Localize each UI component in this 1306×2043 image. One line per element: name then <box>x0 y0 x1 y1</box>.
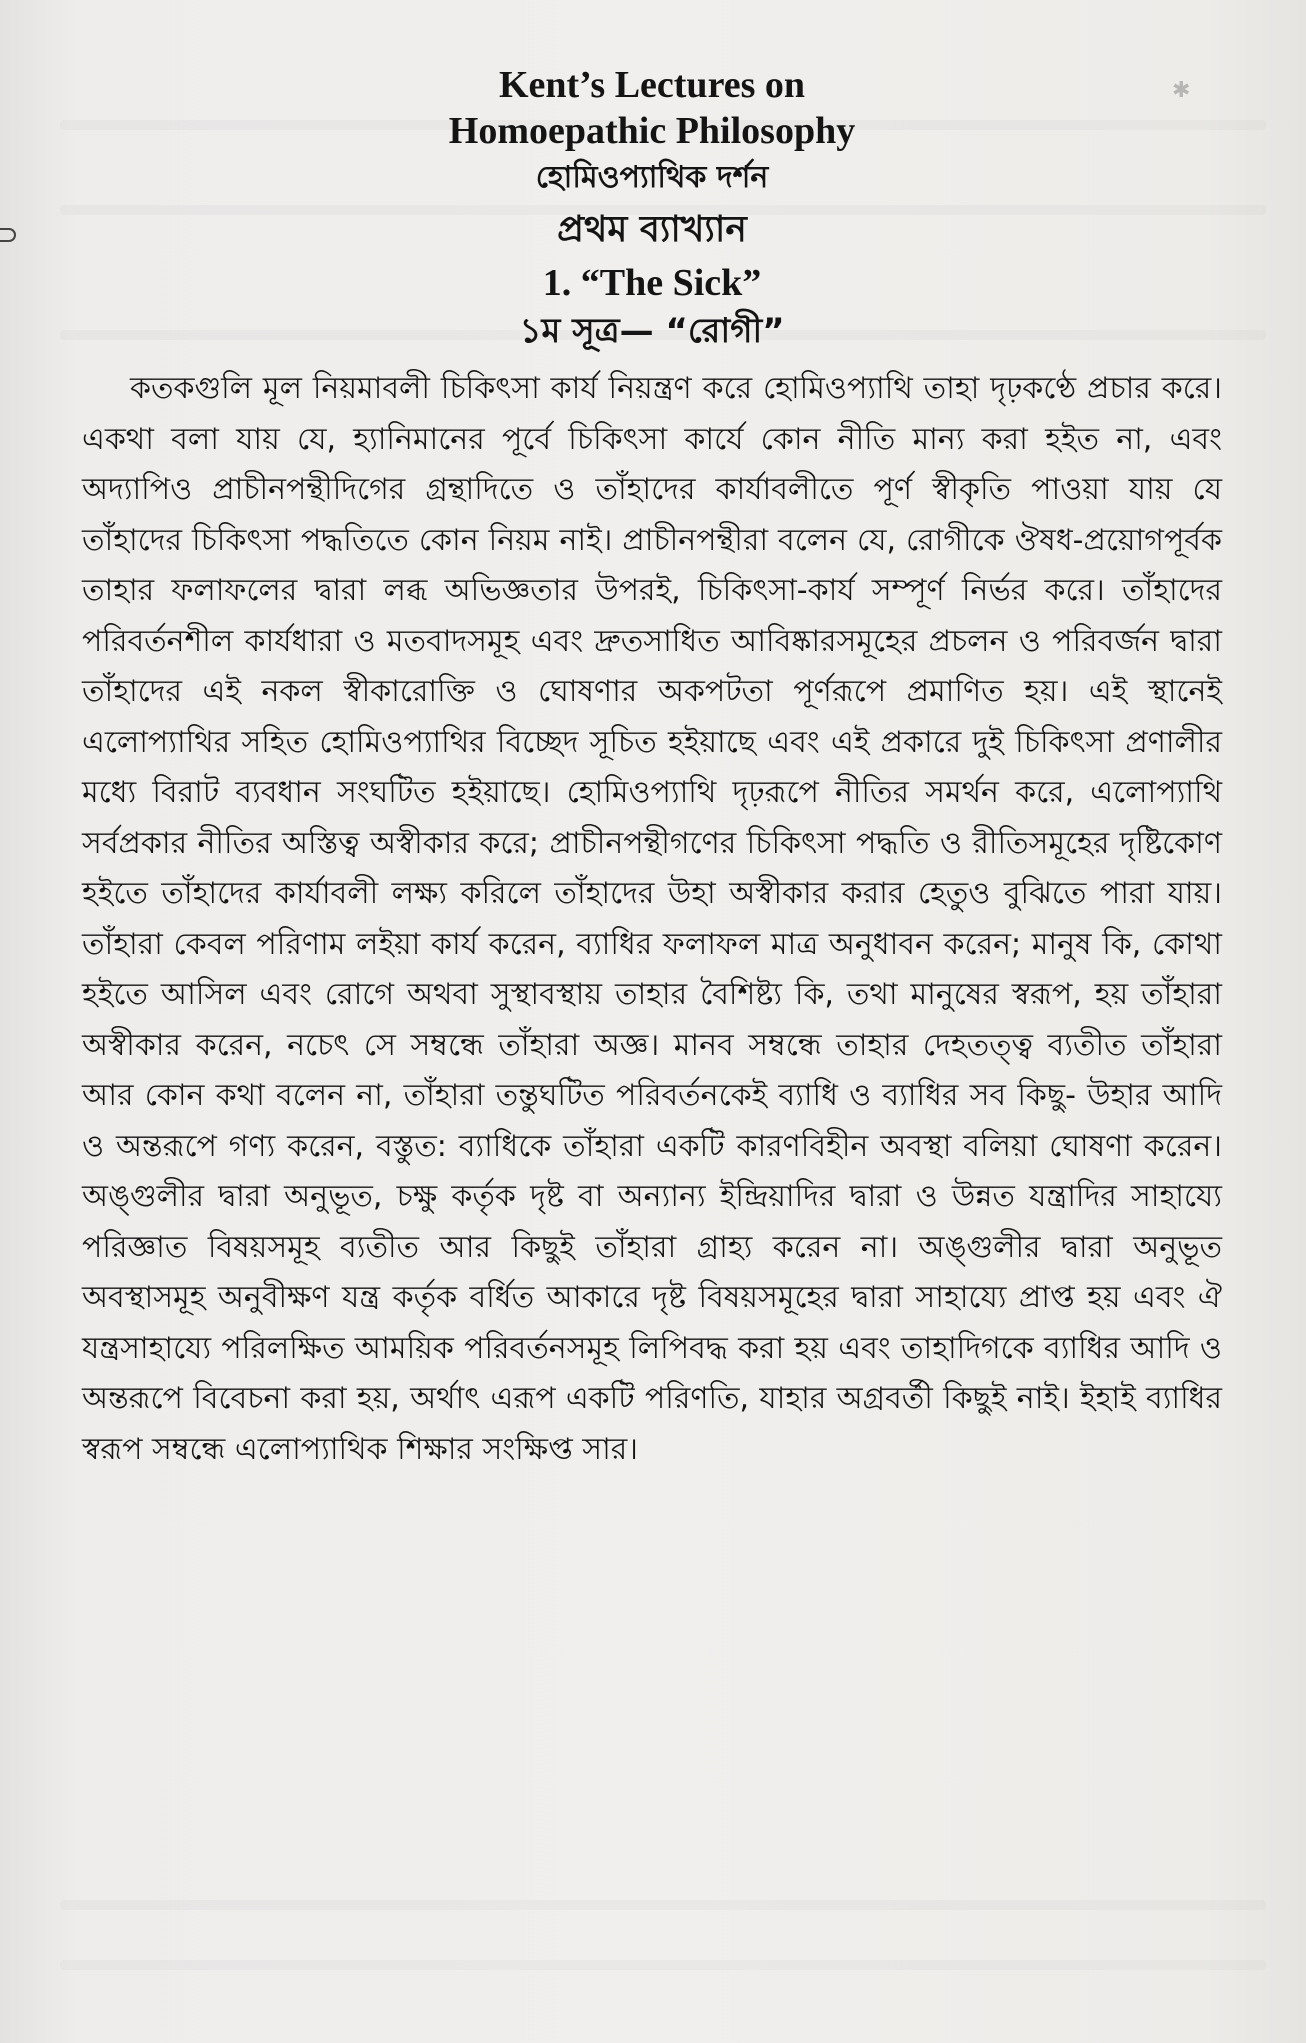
sutra-heading: ১ম সূত্র— “রোগী” <box>519 311 785 351</box>
body-paragraph: কতকগুলি মূল নিয়মাবলী চিকিৎসা কার্য নিয়ন্ত্রণ করে হোমিওপ্যাথি তাহা দৃঢ়কণ্ঠে প্রচার করে। একথা বলা যায় যে, হ্যানিমানের পূর্বে চিকিৎসা কার্যে কোন নীতি মান্য করা হইত না, এবং অদ্যাপিও প্রাচীনপন্থীদিগের গ্রন্থাদিতে ও তাঁহাদের কার্যাবলীতে পূর্ণ স্বীকৃতি পাওয়া যায় যে তাঁহাদের চিকিৎসা পদ্ধতিতে কোন নিয়ম নাই। প্রাচীনপন্থীরা বলেন যে, রোগীকে ঔষধ-প্রয়োগপূর্বক তাহার ফলাফলের দ্বারা লব্ধ অভিজ্ঞতার উপরই, চিকিৎসা-কার্য সম্পূর্ণ নির্ভর করে। তাঁহাদের পরিবর্তনশীল কার্যধারা ও মতবাদসমূহ এবং দ্রুতসাধিত আবিষ্কারসমূহের প্রচলন ও পরিবর্জন দ্বারা তাঁহাদের এই নকল স্বীকারোক্তি ও ঘোষণার অকপটতা পূর্ণরূপে প্রমাণিত হয়। এই স্থানেই এলোপ্যাথির সহিত হোমিওপ্যাথির বিচ্ছেদ সূচিত হইয়াছে এবং এই প্রকারে দুই চিকিৎসা প্রণালীর মধ্যে বিরাট ব্যবধান সংঘটিত হইয়াছে। হোমিওপ্যাথি দৃঢ়রূপে নীতির সমর্থন করে, এলোপ্যাথি সর্বপ্রকার নীতির অস্তিত্ব অস্বীকার করে; প্রাচীনপন্থীগণের চিকিৎসা পদ্ধতি ও রীতিসমূহের দৃষ্টিকোণ হইতে তাঁহাদের কার্যাবলী লক্ষ্য করিলে তাঁহাদের উহা অস্বীকার করার হেতুও বুঝিতে পারা যায়। তাঁহারা কেবল পরিণাম লইয়া কার্য করেন, ব্যাধির ফলাফল মাত্র অনুধাবন করেন; মানুষ কি, কোথা হইতে আসিল এবং রোগে অথবা সুস্থাবস্থায় তাহার বৈশিষ্ট্য কি, তথা মানুষের স্বরূপ, হয় তাঁহারা অস্বীকার করেন, নচেৎ সে সম্বন্ধে তাঁহারা অজ্ঞ। মানব সম্বন্ধে তাহার দেহতত্ত্ব ব্যতীত তাঁহারা আর কোন কথা বলেন না, তাঁহারা তন্তুঘটিত পরিবর্তনকেই ব্যাধি ও ব্যাধির সব কিছু- উহার আদি ও অন্তরূপে গণ্য করেন, বস্তুত: ব্যাধিকে তাঁহারা একটি কারণবিহীন অবস্থা বলিয়া ঘোষণা করেন। অঙ্গুলীর দ্বারা অনুভূত, চক্ষু কর্তৃক দৃষ্ট বা অন্যান্য ইন্দ্রিয়াদির দ্বারা ও উন্নত যন্ত্রাদির সাহায্যে পরিজ্ঞাত বিষয়সমূহ ব্যতীত আর কিছুই তাঁহারা গ্রাহ্য করেন না। অঙ্গুলীর দ্বারা অনুভূত অবস্থাসমূহ অনুবীক্ষণ যন্ত্র কর্তৃক বর্ধিত আকারে দৃষ্ট বিষয়সমূহের দ্বারা সাহায্যে প্রাপ্ত হয় এবং ঐ যন্ত্রসাহায্যে পরিলক্ষিত আময়িক পরিবর্তনসমূহ লিপিবদ্ধ করা হয় এবং তাহাদিগকে ব্যাধির আদি ও অন্তরূপে বিবেচনা করা হয়, অর্থাৎ এরূপ একটি পরিণতি, যাহার অগ্রবর্তী কিছুই নাই। ইহাই ব্যাধির স্বরূপ সম্বন্ধে এলোপ্যাথিক শিক্ষার সংক্ষিপ্ত সার। <box>82 371 1222 1467</box>
show-through-line <box>60 1900 1266 1910</box>
show-through-line <box>60 1960 1266 1970</box>
page-edge-mark <box>0 228 16 242</box>
book-title-line-1: Kent’s Lectures on <box>498 64 806 106</box>
book-title-line-2: Homoepathic Philosophy <box>448 110 856 152</box>
page-content <box>82 62 1222 1475</box>
show-through-mark: ✱ <box>1172 78 1191 103</box>
lecture-heading-bengali: প্রথম ব্যাখ্যান <box>557 209 747 250</box>
lecture-heading-english: 1. “The Sick” <box>542 262 762 304</box>
book-title-bengali: হোমিওপ্যাথিক দর্শন <box>535 160 769 195</box>
